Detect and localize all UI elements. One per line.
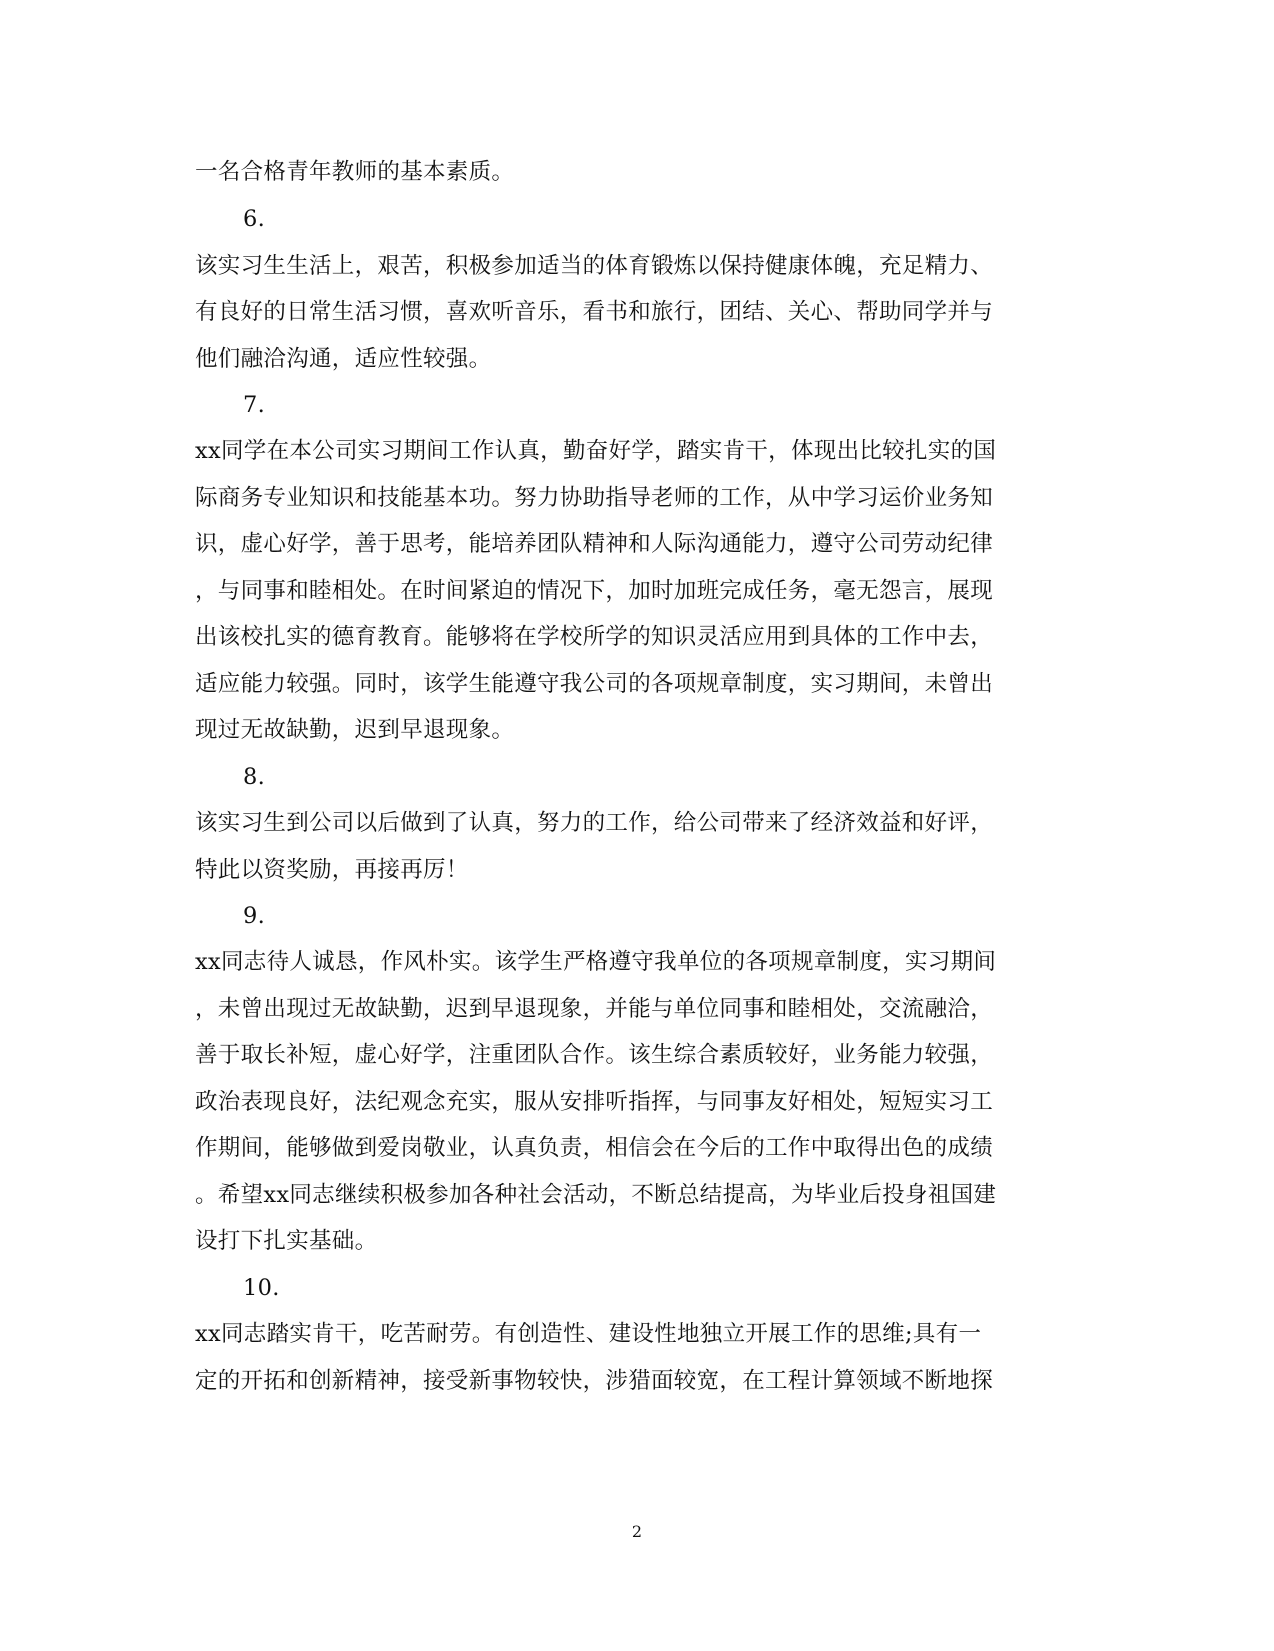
item-number: 6. <box>243 206 266 232</box>
page-number: 2 <box>631 1522 643 1541</box>
text-line: 该实习生到公司以后做到了认真，努力的工作，给公司带来了经济效益和好评， <box>195 810 994 836</box>
text-line: ，与同事和睦相处。在时间紧迫的情况下，加时加班完成任务，毫无怨言，展现 <box>195 578 994 604</box>
text-line: xx同学在本公司实习期间工作认真，勤奋好学，踏实肯干，体现出比较扎实的国 <box>195 438 997 464</box>
text-line: xx同志踏实肯干，吃苦耐劳。有创造性、建设性地独立开展工作的思维;具有一 <box>195 1321 982 1347</box>
text-line: 现过无故缺勤，迟到早退现象。 <box>195 717 515 743</box>
text-line: 一名合格青年教师的基本素质。 <box>195 159 515 185</box>
text-line: 善于取长补短，虚心好学，注重团队合作。该生综合素质较好，业务能力较强， <box>195 1042 994 1068</box>
text-line: ，未曾出现过无故缺勤，迟到早退现象，并能与单位同事和睦相处，交流融洽， <box>195 996 994 1022</box>
text-line: 该实习生生活上，艰苦，积极参加适当的体育锻炼以保持健康体魄，充足精力、 <box>195 253 994 279</box>
item-number: 10. <box>243 1275 280 1301</box>
text-line: 他们融洽沟通，适应性较强。 <box>195 346 492 372</box>
item-number: 8. <box>243 764 266 790</box>
text-line: 适应能力较强。同时，该学生能遵守我公司的各项规章制度，实习期间，未曾出 <box>195 671 994 697</box>
text-line: 识，虚心好学，善于思考，能培养团队精神和人际沟通能力，遵守公司劳动纪律 <box>195 531 994 557</box>
item-number: 7. <box>243 392 266 418</box>
text-line: 有良好的日常生活习惯，喜欢听音乐，看书和旅行，团结、关心、帮助同学并与 <box>195 299 994 325</box>
text-line: 设打下扎实基础。 <box>195 1228 378 1254</box>
item-number: 9. <box>243 903 266 929</box>
text-line: 出该校扎实的德育教育。能够将在学校所学的知识灵活应用到具体的工作中去， <box>195 624 994 650</box>
text-line: 定的开拓和创新精神，接受新事物较快，涉猎面较宽，在工程计算领域不断地探 <box>195 1368 994 1394</box>
text-line: 际商务专业知识和技能基本功。努力协助指导老师的工作，从中学习运价业务知 <box>195 485 994 511</box>
text-line: 特此以资奖励，再接再厉！ <box>195 857 469 883</box>
text-line: 作期间，能够做到爱岗敬业，认真负责，相信会在今后的工作中取得出色的成绩 <box>195 1135 994 1161</box>
text-line: 政治表现良好，法纪观念充实，服从安排听指挥，与同事友好相处，短短实习工 <box>195 1089 994 1115</box>
text-line: xx同志待人诚恳，作风朴实。该学生严格遵守我单位的各项规章制度，实习期间 <box>195 949 997 975</box>
text-line: 。希望xx同志继续积极参加各种社会活动，不断总结提高，为毕业后投身祖国建 <box>195 1182 997 1208</box>
